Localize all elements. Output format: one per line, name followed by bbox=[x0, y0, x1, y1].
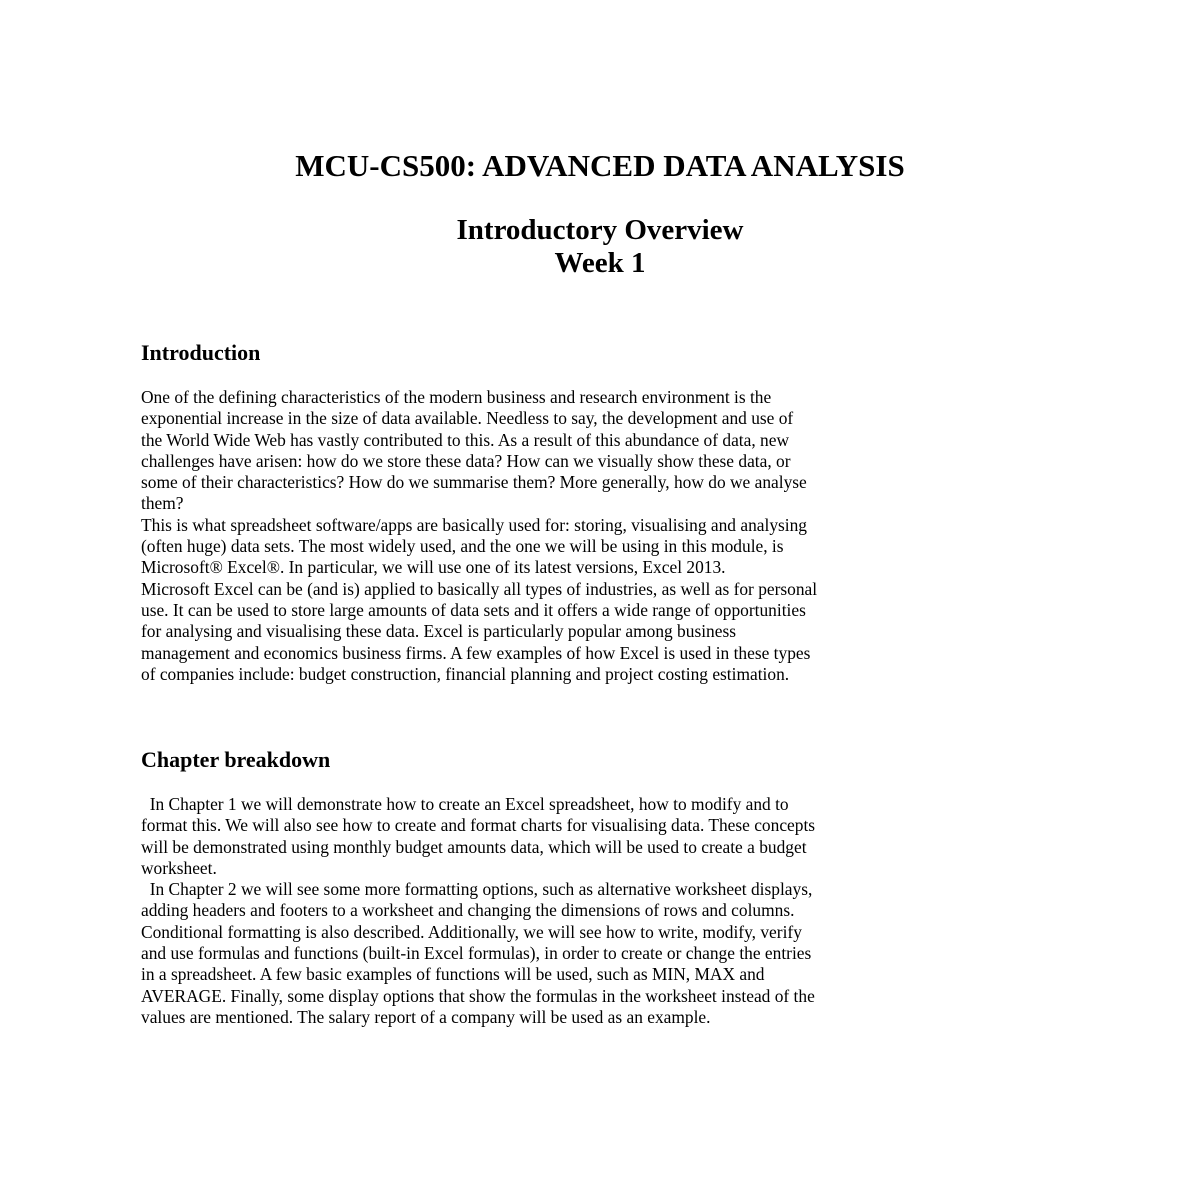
introduction-heading: Introduction bbox=[141, 340, 261, 365]
introduction-line: management and economics business firms. A few examples of how Excel is used in these types bbox=[141, 642, 811, 663]
chapter-breakdown-line: In Chapter 2 we will see some more formatting options, such as alternative worksheet displays, bbox=[141, 879, 813, 900]
chapter-breakdown-line: AVERAGE. Finally, some display options that show the formulas in the worksheet instead of the bbox=[141, 985, 815, 1006]
introduction-line: One of the defining characteristics of the modern business and research environment is the bbox=[141, 387, 772, 407]
document-title: MCU-CS500: ADVANCED DATA ANALYSIS bbox=[295, 148, 905, 183]
introduction-body bbox=[141, 387, 1071, 685]
introduction-line: some of their characteristics? How do we summarise them? More generally, how do we analyse bbox=[141, 472, 807, 493]
document-subtitle: Introductory Overview bbox=[456, 214, 744, 246]
introduction-line: for analysing and visualising these data. Excel is particularly popular among business bbox=[141, 621, 737, 642]
document-week-label: Week 1 bbox=[554, 247, 646, 279]
introduction-line: of companies include: budget construction, financial planning and project costing estimation. bbox=[141, 663, 790, 684]
introduction-line: the World Wide Web has vastly contributed to this. As a result of this abundance of data, new bbox=[141, 429, 790, 450]
chapter-breakdown-line: and use formulas and functions (built-in Excel formulas), in order to create or change the entries bbox=[141, 943, 812, 964]
introduction-line: (often huge) data sets. The most widely used, and the one we will be using in this module, is bbox=[141, 536, 784, 557]
introduction-line: Microsoft Excel can be (and is) applied to basically all types of industries, as well as for personal bbox=[141, 578, 818, 599]
introduction-line: them? bbox=[141, 493, 184, 514]
chapter-breakdown-heading: Chapter breakdown bbox=[141, 747, 331, 772]
chapter-breakdown-line: worksheet. bbox=[141, 857, 217, 878]
introduction-line: exponential increase in the size of data available. Needless to say, the development and use of bbox=[141, 408, 794, 429]
introduction-line: use. It can be used to store large amounts of data sets and it offers a wide range of opportunities bbox=[141, 599, 806, 620]
introduction-line: This is what spreadsheet software/apps are basically used for: storing, visualising and analysing bbox=[141, 514, 807, 535]
chapter-breakdown-body bbox=[141, 794, 1071, 1028]
introduction-line: challenges have arisen: how do we store these data? How can we visually show these data, or bbox=[141, 450, 791, 471]
chapter-breakdown-line: adding headers and footers to a worksheet and changing the dimensions of rows and columns. bbox=[141, 900, 795, 921]
chapter-breakdown-line: In Chapter 1 we will demonstrate how to create an Excel spreadsheet, how to modify and to bbox=[141, 794, 789, 814]
chapter-breakdown-line: will be demonstrated using monthly budget amounts data, which will be used to create a budget bbox=[141, 836, 807, 857]
chapter-breakdown-line: values are mentioned. The salary report of a company will be used as an example. bbox=[141, 1006, 711, 1027]
chapter-breakdown-line: in a spreadsheet. A few basic examples of functions will be used, such as MIN, MAX and bbox=[141, 964, 765, 985]
introduction-line: Microsoft® Excel®. In particular, we will use one of its latest versions, Excel 2013. bbox=[141, 557, 726, 578]
chapter-breakdown-line: Conditional formatting is also described. Additionally, we will see how to write, modify, verify bbox=[141, 921, 802, 942]
chapter-breakdown-line: format this. We will also see how to create and format charts for visualising data. These concepts bbox=[141, 815, 816, 836]
